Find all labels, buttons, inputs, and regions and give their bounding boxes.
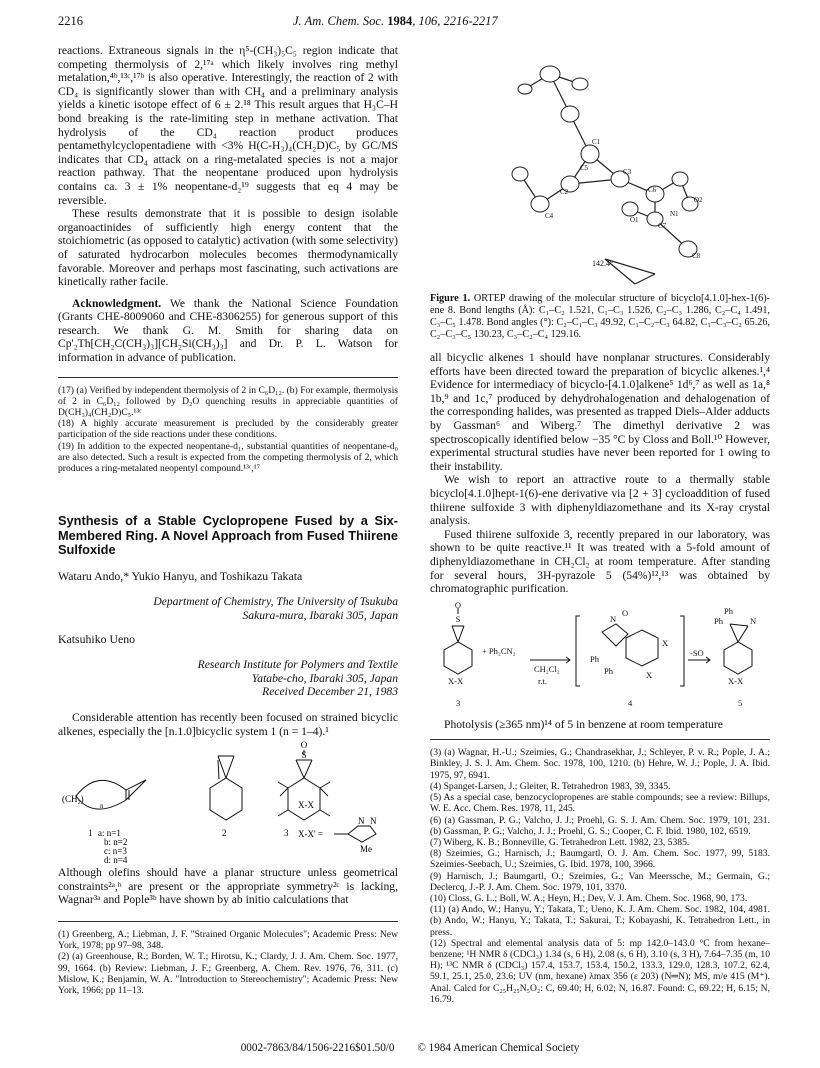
scheme-drawing xyxy=(430,599,770,714)
bond xyxy=(280,788,288,796)
atom-ellipsoid xyxy=(518,84,532,94)
bracket xyxy=(576,616,580,686)
bond xyxy=(458,626,464,642)
reaction-scheme xyxy=(430,599,770,714)
atom-label: C8 xyxy=(692,252,701,260)
ortep-figure xyxy=(430,44,770,289)
received-date: Received December 21, 1983 xyxy=(262,685,398,699)
atom-ellipsoid xyxy=(540,66,560,82)
label-o: O xyxy=(300,740,308,751)
label-variant-b: b: n=2 xyxy=(104,837,128,848)
label-s: S xyxy=(301,750,307,761)
structure-drawing xyxy=(58,738,398,866)
scheme-x: X xyxy=(646,669,653,680)
atom-label: N1 xyxy=(670,210,679,218)
footnote: (12) Spectral and elemental analysis data of 5: mp 142.0–143.0 °C from hexane–benzene; ¹H NMR δ (CDCl₃) 1.34 (s, 6 H), 2.08 (s, 6 H), 3.10 (s, 3 H), 7.64–7.35 (m, 10 H); ¹³C NMR δ (CDCl₃) 157.4, 153.7, 153.4, 150.2, 133.3, 129.0, 128.3, 107.2, 62.4, 59.1, 25.1, 25.0, 23.6; UV (nm, hexane) λmax 356 (ε 203) (N═N); MS, m/e 415 (M⁺). Anal. Calcd for C₂₅H₂₅N₅O₂: C, 69.40; H, 6.02; N, 16.87. Found: C, 69.22; H, 6.15; N, 16.79. xyxy=(430,937,770,1005)
bracket xyxy=(680,616,684,686)
body-paragraph: all bicyclic alkenes 1 should have nonplanar structures. Considerably efforts have been directed toward the preparation of bicyclic alkenes.¹,⁴ Evidence for intermediacy of bicyclo-[4.1.0]alkene⁵ 1d⁶,⁷ as well as 1a,⁸ 1b,⁹ and 1c,⁷ produced by dehydrohalogenation and dehalogenation of the corresponding halides, was presented as trapped Diels–Alder adducts by Gassman⁶ and Wiberg.⁷ The dimethyl derivative 2 was spectroscopically identified below −35 °C by Closs and Boll.¹⁰ However, experimental structural studies have never been reported for 1 owing to their instability. xyxy=(430,351,770,473)
label-compound-3: 3 xyxy=(284,828,289,839)
scheme-solvent: CH₂Cl₂ xyxy=(534,663,560,674)
bond xyxy=(320,782,330,788)
footer-copyright: © 1984 American Chemical Society xyxy=(417,1042,580,1054)
label-n: n xyxy=(100,802,104,811)
footnote: (10) Closs, G. L.; Boll, W. A.; Heyn, H.; Dev, V. J. Am. Chem. Soc. 1968, 90, 173. xyxy=(430,892,748,904)
footnote: (6) (a) Gassman, P. G.; Valcho, J. J.; Proehl, G. S. J. Am. Chem. Soc. 1979, 101, 231. (b) Gassman, P. G.; Valcho, J. J.; Proehl, G. S.; Cooper, C. F. Ibid. 1980, 102, 6519. xyxy=(430,814,770,837)
ring xyxy=(602,624,628,646)
acknowledgment-text: We thank the National Science Foundation (Grants CHE-8009060 and CHE-8306255) for generous support of this research. We thank G. M. Smith for sharing data on Cp'₂Th[CH₂C(CH₃)₃][CH₂Si(CH₃)₃] and Dr. P. L. Watson for information in advance of publication. xyxy=(58,296,398,365)
footnote: (2) (a) Greenhouse, R.; Borden, W. T.; Hirotsu, K.; Clardy, J. J. Am. Chem. Soc. 1977, 99, 1664. (b) Review: Liebman, J. F.; Greenberg, A. Chem. Rev. 1976, 76, 311. (c) Mislow, K.; Benjamin, W. A. "Introduction to Stereochemistry"; Academic Press: New York, 1966; pp 11–13. xyxy=(58,951,398,996)
body-paragraph: We wish to report an attractive route to a thermally stable bicyclo[4.1.0]hept-1(6)-ene derivative via [2 + 3] cycloaddition of fused thiirene sulfoxide 3 with diphenyldiazomethane and its X-ray crystal analysis. xyxy=(430,473,770,528)
journal-year: 1984 xyxy=(387,14,413,28)
ring xyxy=(348,826,376,842)
affiliation-line: Yatabe-cho, Ibaraki 305, Japan xyxy=(251,671,398,685)
footer-code: 0002-7863/84/1506-2216$01.50/0 xyxy=(240,1042,395,1054)
acknowledgment-label: Acknowledgment. xyxy=(72,296,162,310)
footnote: (9) Harnisch, J.; Baumgartl, O.; Szeimies, G.; Van Meerssche, M.; Germain, G.; Declercq, J.-P. J. Am. Chem. Soc. 1979, 101, 3370. xyxy=(430,870,770,893)
running-header xyxy=(58,14,782,30)
scheme-x: X xyxy=(662,637,669,648)
scheme-xx: X-X xyxy=(728,675,744,686)
ring xyxy=(210,778,242,820)
atom-label: C6 xyxy=(648,186,657,194)
footnote: (1) Greenberg, A.; Liebman, J. F. "Strained Organic Molecules"; Academic Press: New York, 1978; pp 97–98, 348. xyxy=(58,928,398,952)
label-ch2n: (CH₂) xyxy=(62,794,84,805)
caption-text: ORTEP drawing of the molecular structure of bicyclo[4.1.0]-hex-1(6)-ene 8. Bond lengths (Å): C₁–C₂ 1.521, C₁–C₃ 1.526, C₂–C₃ 1.286, C₂–C₄ 1.491, C₃–C₅ 1.478. Bond angles (°): C₂–C₁–C₃ 49.92, C₁–C₂–C₃ 64.82, C₁–C₃–C₂ 65.26, C₂–C₃–C₅ 130.23, C₃–C₂–C₄ 129.16. xyxy=(430,293,770,340)
bond xyxy=(635,274,655,284)
atom-ellipsoid xyxy=(622,202,638,216)
label-variant-a: a: n=1 xyxy=(98,828,121,839)
footnote: (8) Szeimies, G.; Harnisch, J.; Baumgartl, O. J. Am. Chem. Soc. 1977, 99, 5183. Szeimies-Seebach, U.; Szeimies, G. Ibid. 1978, 100, 3966. xyxy=(430,848,770,871)
bond xyxy=(296,760,304,778)
footnote: (11) (a) Ando, W.; Hanyu, Y.; Takata, T.; Ueno, K. J. Am. Chem. Soc. 1982, 104, 4981. (b) Ando, W.; Hanyu, Y.; Takata, T.; Sakurai, T.; Kobayashi, K. Tetrahedron Lett., in press. xyxy=(430,904,770,938)
label-me: Me xyxy=(360,844,372,855)
body-paragraph: Fused thiirene sulfoxide 3, recently prepared in our laboratory, was shown to be quite reactive.¹¹ It was treated with a 5-fold amount of diphenyldiazomethane in CH₂Cl₂ at room temperature. After standing for several hours, 3H-pyrazole 5 (54%)¹²,¹³ was obtained by chromatographic purification. xyxy=(430,527,770,596)
bond xyxy=(218,760,219,779)
bond xyxy=(730,624,738,642)
author-list: Wataru Ando,* Yukio Hanyu, and Toshikazu Takata xyxy=(58,568,303,583)
bond xyxy=(278,810,288,816)
footnote: (3) (a) Wagnar, H.-U.; Szeimies, G.; Chandrasekhar, J.; Schleyer, P. v. R.; Pople, J. A.; Binkley, J. S. J. Am. Chem. Soc. 1978, 100, 1210. (b) Hehre, W. J.; Pople, J. A. Ibid. 1975, 97, 6941. xyxy=(430,747,770,781)
body-paragraph: These results demonstrate that it is possible to design isolable organoactinides of sufficiently high energy content that the stoichiometric (as opposed to catalytic) activation (with some selectivity) of saturated hydrocarbon molecules becomes thermodynamically favorable. Moreover and perhaps most fascinating, such activations are kinetically rather facile. xyxy=(58,207,398,289)
acknowledgment xyxy=(58,297,398,365)
affiliation-line: Research Institute for Polymers and Textile xyxy=(197,658,398,672)
journal-name: J. Am. Chem. Soc. xyxy=(293,14,385,28)
footnote: (17) (a) Verified by independent thermolysis of 2 in C₆D₁₂. (b) For example, thermolysis of 2 in C₆D₁₂ followed by D₂O quenching results in appreciable quantities of D(CH₃)₄(CH₂D)C₅.¹³ᶜ xyxy=(58,384,398,419)
scheme-ph: Ph xyxy=(724,605,733,616)
bond xyxy=(278,782,288,788)
scheme-reagent: + Ph₂CN₂ xyxy=(482,645,516,656)
bond xyxy=(226,756,234,778)
footnotes-block xyxy=(430,747,770,1005)
footnote: (18) A highly accurate measurement is precluded by the considerably greater participation of the side reactions under these conditions. xyxy=(58,418,398,441)
label-compound-2: 2 xyxy=(222,828,227,839)
scheme-o2: O xyxy=(622,607,629,618)
right-column xyxy=(430,44,770,1005)
bond xyxy=(730,624,748,626)
caption-label: Figure 1. xyxy=(430,293,471,304)
ring xyxy=(626,630,658,666)
structures-1-2-3 xyxy=(58,738,398,866)
scheme-ph: Ph xyxy=(590,653,599,664)
journal-volume-pages: , 106, 2216-2217 xyxy=(412,14,498,28)
affiliation xyxy=(58,658,398,699)
bond xyxy=(126,780,146,790)
atom-ellipsoid xyxy=(561,106,579,122)
author-name: Katsuhiko Ueno xyxy=(58,631,135,646)
atom-label: C7 xyxy=(658,222,667,230)
atom-ellipsoid xyxy=(531,196,549,212)
bond xyxy=(738,626,748,642)
footnote: (4) Spanget-Larsen, J.; Gleiter, R. Tetrahedron 1983, 39, 3345. xyxy=(430,780,671,792)
atom-label: C1 xyxy=(592,138,601,146)
label-variant-c: c: n=3 xyxy=(104,846,127,857)
body-paragraph: reactions. Extraneous signals in the η⁵-(CH₃)₅C₅ region indicate that competing thermolysis of 2,¹⁷ᵃ which likely involves ring methyl metalation,⁴ᵇ,¹³ᶜ,¹⁷ᵇ is also operative. Interestingly, the reaction of 2 with CD₄ is significantly slower than with CH₄ and a preliminary analysis yields a kinetic isotope effect of 6 ± 2.¹⁸ This result argues that H₃C–H bond breaking is the rate-limiting step in methane activation. That hydrolysis of the CD₄ reaction product produces pentamethylcyclopentadiene with <3% H(C-H₃)₄(CH₂D)C₅ by GC/MS indicates that CD₄ attack on a ring-metalated species is not a major reaction pathway. That the neopentane produced upon hydrolysis contains ca. 3 ± 1% neopentane-d₂¹⁹ suggests that eq 4 may be reversible. xyxy=(58,44,398,207)
atom-label: C4 xyxy=(545,212,554,220)
page-number: 2216 xyxy=(58,14,83,28)
footnote-divider xyxy=(58,377,398,378)
scheme-conditions: r.t. xyxy=(538,675,547,686)
footnote: (7) Wiberg, K. B.; Bonneville, G. Tetrahedron Lett. 1982, 23, 5385. xyxy=(430,836,690,848)
footnotes-block xyxy=(58,385,398,475)
label-compound-1: 1 xyxy=(88,828,93,839)
bond xyxy=(304,760,312,778)
bond xyxy=(320,810,330,816)
atom-label: O2 xyxy=(694,196,703,204)
ortep-drawing xyxy=(430,44,770,289)
affiliation-line: Sakura-mura, Ibaraki 305, Japan xyxy=(242,608,398,622)
footnote: (5) As a special case, benzocyclopropenes are stable compounds; see a review: Billups, W. E. Acc. Chem. Res. 1978, 11, 245. xyxy=(430,792,770,815)
atom-label: C2 xyxy=(560,188,569,196)
atom-label: C3 xyxy=(623,168,632,176)
label-n2: N xyxy=(370,816,377,827)
atom-ellipsoid xyxy=(581,145,599,163)
bond xyxy=(320,788,328,796)
label-n1: N xyxy=(358,816,365,827)
atom-label: O1 xyxy=(630,216,639,224)
ring xyxy=(444,642,472,674)
scheme-ph: Ph xyxy=(714,615,723,626)
scheme-n: N xyxy=(610,613,617,624)
affiliation-line: Department of Chemistry, The University of Tsukuba xyxy=(153,595,398,609)
article-title: Synthesis of a Stable Cyclopropene Fused by a Six-Membered Ring. A Novel Approach from Fused Thiirene Sulfoxide xyxy=(58,513,398,558)
label-xx: X-X xyxy=(298,800,314,811)
footnote-divider xyxy=(58,921,398,922)
ring xyxy=(724,642,752,674)
scheme-xx: X-X xyxy=(448,675,464,686)
figure-caption xyxy=(430,293,770,341)
scheme-label-3: 3 xyxy=(456,697,461,708)
journal-citation xyxy=(293,14,498,29)
scheme-label-5: 5 xyxy=(738,697,743,708)
page-footer xyxy=(0,1042,820,1054)
scheme-minus-so: -SO xyxy=(690,647,704,658)
left-column xyxy=(58,44,398,996)
scheme-label-4: 4 xyxy=(628,697,633,708)
footnotes-block xyxy=(58,929,398,996)
body-paragraph: Although olefins should have a planar structure unless geometrical constraints²ᵃ,ᵇ are present or the appropriate symmetry²ᶜ is lacking, Wagnar³ᵃ and Pople³ᵇ have shown by ab initio calculations that xyxy=(58,866,398,907)
scheme-o: O xyxy=(454,599,462,610)
label-variant-d: d: n=4 xyxy=(104,855,128,866)
affiliation xyxy=(58,595,398,622)
atom-ellipsoid xyxy=(672,172,688,186)
label-xx-definition: X-X' = xyxy=(298,829,323,840)
scheme-ph: Ph xyxy=(604,665,613,676)
scheme-n: N xyxy=(750,615,757,626)
footnote: (19) In addition to the expected neopentane-d₁, substantial quantities of neopentane-d₀ are also detected. Such a result is expected from the competing thermolysis of 2, which produces a ring-metalated neopentyl compound.¹³ᶜ,¹⁷ xyxy=(58,440,398,475)
footnote-divider xyxy=(430,739,770,740)
body-paragraph: Photolysis (≥365 nm)¹⁴ of 5 in benzene at room temperature xyxy=(444,717,723,731)
atom-ellipsoid xyxy=(512,167,528,181)
ring xyxy=(288,778,320,820)
angle-label: 142.4° xyxy=(592,259,614,268)
atom-ellipsoid xyxy=(572,78,588,90)
atom-label: C5 xyxy=(580,164,589,172)
scheme-s: S xyxy=(455,613,461,624)
bond xyxy=(452,626,458,642)
body-paragraph: Considerable attention has recently been focused on strained bicyclic alkenes, especially the [n.1.0]bicyclic system 1 (n = 1–4).¹ xyxy=(58,710,398,738)
